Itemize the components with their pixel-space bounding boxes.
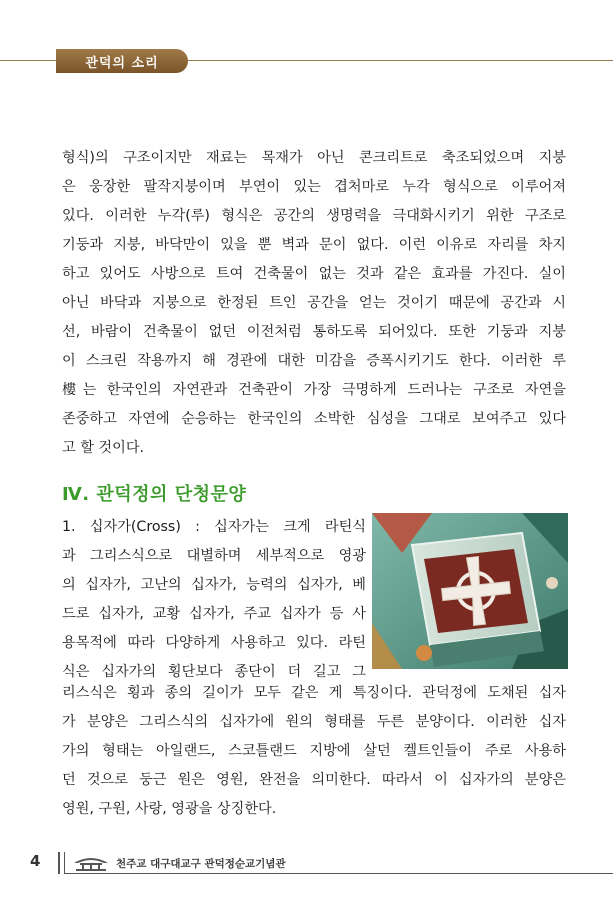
page-number: 4 [30, 852, 41, 870]
header-badge-label: 관덕의 소리 [85, 55, 159, 71]
paragraph-line: 아닌 바닥과 지붕으로 한정된 트인 공간을 얻는 것이기 때문에 공간과 시 [62, 295, 566, 311]
paragraph-line: 영원, 구원, 사랑, 영광을 상징한다. [62, 801, 277, 817]
page-footer [30, 852, 613, 874]
footer-rule [64, 873, 613, 874]
header-badge [56, 49, 188, 73]
paragraph-1 [62, 144, 566, 463]
paragraph-line: 존중하고 자연에 순응하는 한국인의 소박한 심성을 그대로 보여주고 있다 [62, 411, 566, 427]
paragraph-line: 고 할 것이다. [62, 440, 145, 456]
paragraph-line: 리스식은 횡과 종의 길이가 모두 같은 게 특징이다. 관덕정에 도채된 십자 [62, 685, 566, 701]
paragraph-line: 하고 있어도 사방으로 트여 건축물이 없는 것과 같은 효과를 가진다. 실이 [62, 266, 566, 282]
cross-dancheong-photo [372, 513, 568, 669]
paragraph-line: 과 그리스식으로 대별하며 세부적으로 영광 [62, 548, 366, 564]
section-title: Ⅳ. 관덕정의 단청문양 [62, 484, 247, 505]
cross-dancheong-illustration [372, 513, 568, 669]
paragraph-line: 식은 십자가의 횡단보다 종단이 더 길고 그 [62, 664, 366, 680]
paragraph-line: 던 것으로 둥근 원은 영원, 완전을 의미한다. 따라서 이 십자가의 분양은 [62, 772, 566, 788]
paragraph-line: 은 웅장한 팔작지붕이며 부연이 있는 겹처마로 누각 형식으로 이루어져 [62, 179, 566, 195]
paragraph-line: 형식)의 구조이지만 재료는 목재가 아닌 콘크리트로 축조되었으며 지붕 [62, 150, 566, 166]
paragraph-line: 선, 바람이 건축물이 없던 이전처럼 통하도록 되어있다. 또한 기둥과 지붕 [62, 324, 566, 340]
paragraph-line: 이 스크린 작용까지 해 경관에 대한 미감을 증폭시키기도 한다. 이러한 루 [62, 353, 566, 369]
paragraph-line: 가 분양은 그리스식의 십자가에 원의 형태를 두른 분양이다. 이러한 십자 [62, 714, 566, 730]
paragraph-line: 의 십자가, 고난의 십자가, 능력의 십자가, 베 [62, 577, 366, 593]
footer-divider [58, 852, 60, 874]
paragraph-line: 기둥과 지붕, 바닥만이 있을 뿐 벽과 문이 없다. 이런 이유로 자리를 차지 [62, 237, 566, 253]
paragraph-2 [62, 513, 366, 687]
paragraph-line: 드로 십자가, 교황 십자가, 주교 십자가 등 사 [62, 606, 366, 622]
pavilion-logo-icon [72, 855, 110, 871]
paragraph-line: 樓는 한국인의 자연관과 건축관이 가장 극명하게 드러나는 구조로 자연을 [62, 382, 566, 398]
paragraph-line: 용목적에 따라 다양하게 사용하고 있다. 라틴 [62, 635, 366, 651]
publication-name: 천주교 대구대교구 관덕정순교기념관 [116, 858, 286, 870]
paragraph-line: 가의 형태는 아일랜드, 스코틀랜드 지방에 살던 켈트인들이 주로 사용하 [62, 743, 566, 759]
footer-divider [64, 852, 65, 874]
paragraph-line: 있다. 이러한 누각(루) 형식은 공간의 생명력을 극대화시키기 위한 구조로 [62, 208, 566, 224]
paragraph-line: 1. 십자가(Cross) : 십자가는 크게 라틴식 [62, 519, 366, 535]
paragraph-3 [62, 679, 566, 824]
